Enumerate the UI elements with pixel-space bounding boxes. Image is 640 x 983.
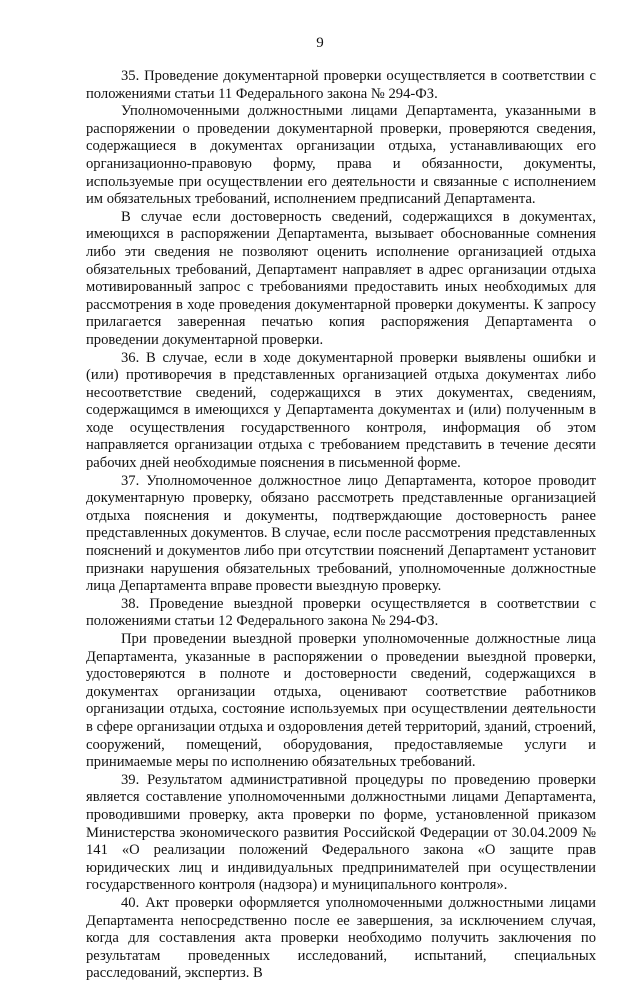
paragraph-36: 36. В случае, если в ходе документарной проверки выявлены ошибки и (или) противоречия в представленных организацией отдыха документах либо несоответствие сведений, содержащихся в этих документах, сведениям, содержащимся в имеющихся у Департамента документах и (или) полученным в ходе осуществления государственного контроля, информация об этом направляется организации отдыха с требованием представить в течение десяти рабочих дней необходимые пояснения в письменной форме. [86,349,596,472]
page-number: 9 [316,35,324,51]
document-body [86,68,596,983]
paragraph-documentary-check-request: В случае если достоверность сведений, содержащихся в документах, имеющихся в распоряжении Департамента, вызывает обоснованные сомнения либо эти сведения не позволяют оценить исполнение организацией отдыха обязательных требований, Департамент направляет в адрес организации отдыха мотивированный запрос с требованиями предоставить иных необходимых для рассмотрения в ходе проведения документарной проверки документы. К запросу прилагается заверенная печатью копия распоряжения Департамента о проведении документарной проверки. [86,208,596,348]
paragraph-documentary-check-scope: Уполномоченными должностными лицами Департамента, указанными в распоряжении о проведении документарной проверки, проверяются сведения, содержащиеся в документах организации отдыха, устанавливающих его организационно-правовую форму, права и обязанности, документы, используемые при осуществлении его деятельности и связанные с исполнением им обязательных требований, исполнением предписаний Департамента. [86,103,596,208]
paragraph-37: 37. Уполномоченное должностное лицо Департамента, которое проводит документарную проверку, обязано рассмотреть представленные организацией отдыха пояснения и документы, подтверждающие достоверность ранее представленных документов. В случае, если после рассмотрения представленных пояснений и документов либо при отсутствии пояснений Департамент установит признаки нарушения обязательных требований, уполномоченные должностные лица Департамента вправе провести выездную проверку. [86,472,596,595]
paragraph-40: 40. Акт проверки оформляется уполномоченными должностными лицами Департамента непосредственно после ее завершения, за исключением случая, когда для составления акта проверки необходимо получить заключения по результатам проведенных исследований, испытаний, специальных расследований, экспертиз. В [86,894,596,982]
paragraph-38: 38. Проведение выездной проверки осуществляется в соответствии с положениями статьи 12 Федерального закона № 294-ФЗ. [86,595,596,630]
paragraph-39: 39. Результатом административной процедуры по проведению проверки является составление уполномоченными должностными лицами Департамента, проводившими проверку, акта проверки по форме, установленной приказом Министерства экономического развития Российской Федерации от 30.04.2009 № 141 «О реализации положений Федерального закона «О защите прав юридических лиц и индивидуальных предпринимателей при осуществлении государственного контроля (надзора) и муниципального контроля». [86,771,596,894]
paragraph-onsite-check-scope: При проведении выездной проверки уполномоченные должностные лица Департамента, указанные в распоряжении о проведении выездной проверки, удостоверяются в полноте и достоверности сведений, содержащихся в документах организации отдыха, оценивают соответствие работников организации отдыха, состояние используемых при осуществлении деятельности в сфере организации отдыха и оздоровления детей территорий, зданий, строений, сооружений, помещений, оборудования, предоставляемые услуги и принимаемые меры по исполнению обязательных требований. [86,631,596,771]
paragraph-35: 35. Проведение документарной проверки осуществляется в соответствии с положениями статьи 11 Федерального закона № 294-ФЗ. [86,68,596,102]
